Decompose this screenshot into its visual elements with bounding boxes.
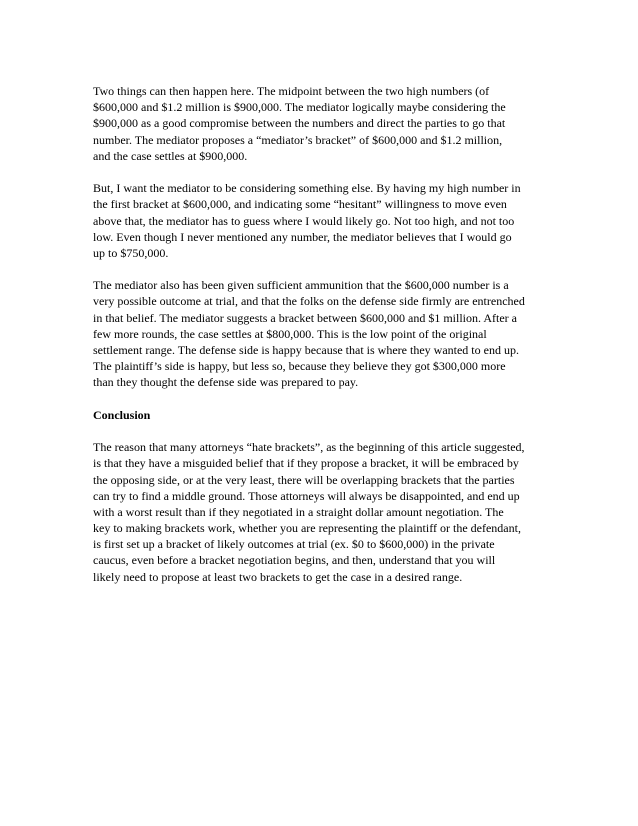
text-line: up to $750,000. bbox=[93, 245, 169, 260]
text-line: The mediator also has been given sufficient ammunition that the $600,000 number is a bbox=[93, 278, 509, 293]
text-line: $900,000 as a good compromise between the numbers and direct the parties to go that bbox=[93, 116, 506, 131]
text-line: is that they have a misguided belief that if they propose a bracket, it will be embraced by bbox=[93, 456, 519, 471]
text-line: But, I want the mediator to be considering something else. By having my high number in bbox=[93, 181, 521, 196]
text-line: can try to find a middle ground. Those attorneys will always be disappointed, and end up bbox=[93, 488, 520, 503]
text-line: $600,000 and $1.2 million is $900,000. The mediator logically maybe considering the bbox=[93, 100, 506, 115]
text-line: the first bracket at $600,000, and indicating some “hesitant” willingness to move even bbox=[93, 197, 507, 212]
paragraph-ammunition bbox=[93, 277, 545, 390]
paragraph-mediator-considering bbox=[93, 180, 545, 261]
section-heading-conclusion: Conclusion bbox=[93, 407, 151, 422]
text-line: than they thought the defense side was prepared to pay. bbox=[93, 375, 359, 390]
paragraph-midpoint bbox=[93, 83, 545, 164]
text-line: with a worst result than if they negotiated in a straight dollar amount negotiation. The bbox=[93, 504, 504, 519]
document-page bbox=[93, 83, 545, 601]
text-line: above that, the mediator has to guess where I would likely go. Not too high, and not too bbox=[93, 213, 515, 228]
text-line: The plaintiff’s side is happy, but less so, because they believe they got $300,000 more bbox=[93, 359, 506, 374]
text-line: key to making brackets work, whether you are representing the plaintiff or the defendant, bbox=[93, 521, 521, 536]
text-line: is first set up a bracket of likely outcomes at trial (ex. $0 to $600,000) in the private bbox=[93, 537, 495, 552]
text-line: Two things can then happen here. The midpoint between the two high numbers (of bbox=[93, 84, 490, 98]
text-line: number. The mediator proposes a “mediator’s bracket” of $600,000 and $1.2 million, bbox=[93, 132, 503, 147]
text-line: few more rounds, the case settles at $800,000. This is the low point of the original bbox=[93, 326, 487, 341]
text-line: low. Even though I never mentioned any number, the mediator believes that I would go bbox=[93, 229, 512, 244]
text-line: the opposing side, or at the very least, there will be overlapping brackets that the parties bbox=[93, 472, 515, 487]
text-line: settlement range. The defense side is happy because that is where they wanted to end up. bbox=[93, 343, 519, 357]
text-line: The reason that many attorneys “hate brackets”, as the beginning of this article suggested, bbox=[93, 440, 525, 455]
text-line: caucus, even before a bracket negotiation begins, and then, understand that you will bbox=[93, 553, 496, 568]
text-line: and the case settles at $900,000. bbox=[93, 148, 248, 163]
text-line: very possible outcome at trial, and that the folks on the defense side firmly are entrenched bbox=[93, 294, 525, 309]
paragraph-conclusion bbox=[93, 439, 545, 585]
text-line: likely need to propose at least two brackets to get the case in a desired range. bbox=[93, 569, 463, 584]
text-line: in that belief. The mediator suggests a bracket between $600,000 and $1 million. After a bbox=[93, 310, 517, 325]
